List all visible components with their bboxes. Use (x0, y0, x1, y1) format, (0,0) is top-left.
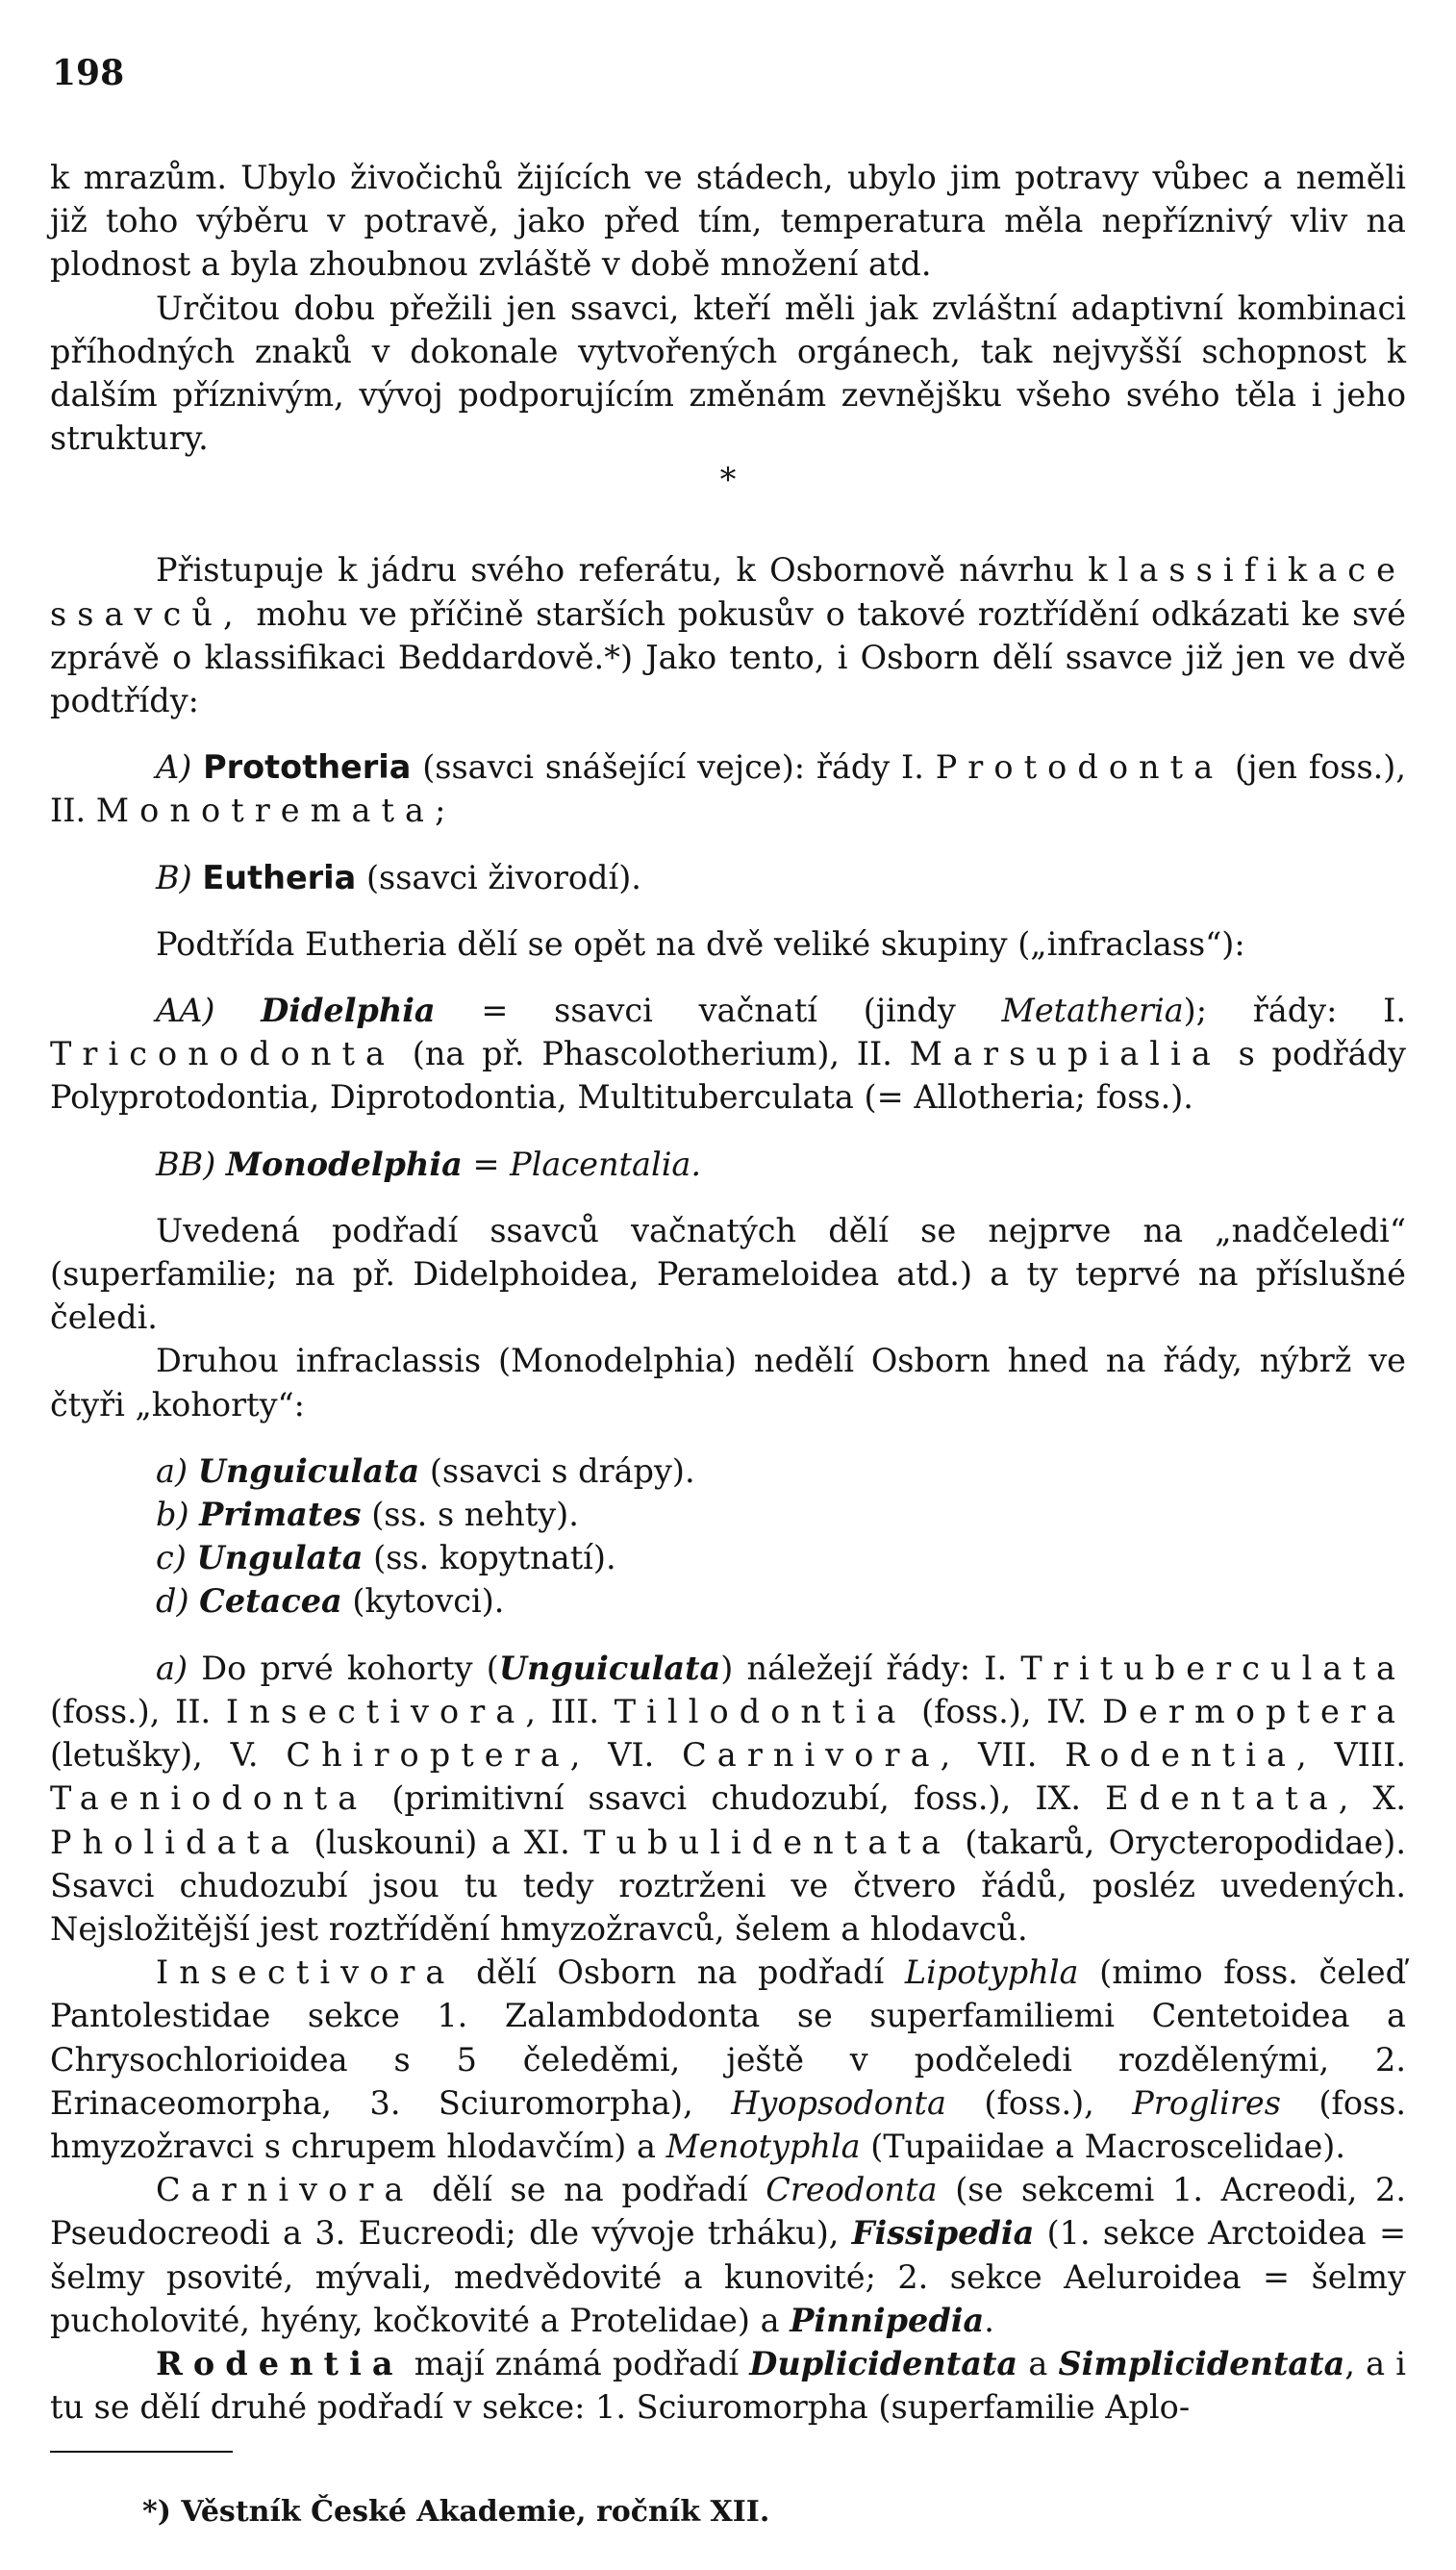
insectivora-heading: Insectivora (156, 1953, 456, 1992)
order-edentata: Edentata (1105, 1779, 1339, 1818)
text: (foss.), IV. (921, 1692, 1088, 1730)
order-tritubercul-ata: Trituberculata (1020, 1649, 1406, 1687)
cohort-letter: d) (156, 1582, 189, 1621)
unguiculata-letter: a) (156, 1649, 188, 1687)
subclass-b-letter: B) (156, 858, 192, 896)
paragraph-rodentia (50, 2342, 1406, 2429)
text: (foss.), (984, 2083, 1094, 2122)
order-pholidata: Pholidata (50, 1823, 301, 1861)
text: , X. (1338, 1779, 1407, 1818)
order-carnivora: Carnivora (682, 1736, 941, 1775)
text: , VI. (569, 1736, 655, 1775)
cohort-desc: (kytovci). (352, 1582, 505, 1621)
infraclass-aa-t1: (na př. Phascolotherium), II. (412, 1035, 892, 1073)
infraclass-bb-letter: BB) (156, 1145, 216, 1183)
cohort-name: Ungulata (196, 1539, 364, 1577)
infraclass-aa-eq: = ssavci vačnatí (jindy (481, 992, 956, 1030)
infraclass-bb-eq: = (472, 1145, 500, 1183)
order-protodonta: Protodonta (935, 748, 1224, 787)
paragraph-insectivora (50, 1951, 1406, 2168)
infraclass-aa-t2: s podřády Polyprotodontia, Diprotodontia, Multituberculata (= Allotheria; foss.). (50, 1035, 1406, 1117)
cohort-item (50, 1449, 1406, 1493)
suborder-menotyphla: Menotyphla (665, 2127, 861, 2165)
subclass-a-mid: (jen foss.), II. (50, 748, 1407, 830)
infraclass-aa-orders: ); řády: I. (1183, 992, 1406, 1030)
text: . (984, 2301, 994, 2339)
cohort-item (50, 1493, 1406, 1536)
suborder-simplicidentata: Simplicidentata (1058, 2344, 1345, 2382)
footnote: *) Věstník České Akademie, ročník XII. (142, 2495, 770, 2529)
cohort-item (50, 1579, 1406, 1623)
paragraph-eutheria: Podtřída Eutheria dělí se opět na dvě veliké skupiny („infraclass“): (156, 924, 1245, 963)
paragraph-cohorts: Druhou infraclassis (Monodelphia) nedělí Osborn hned na řády, nýbrž ve čtyři „kohorty“: (50, 1342, 1406, 1424)
order-tillodontia: Tillodontia (614, 1692, 907, 1730)
intro-spaced-term: klassifikace ssavců, (50, 551, 1406, 633)
paragraph-carnivora (50, 2168, 1406, 2342)
cohort-desc: (ssavci s drápy). (429, 1451, 695, 1490)
cohort-letter: b) (156, 1496, 189, 1534)
paragraph-continuation: k mrazům. Ubylo živočichů žijících ve stádech, ubylo jim potravy vůbec a neměli již toho výběru v potravě, jako před tím, temperatura měla nepříznivý vliv na plodnost a byla zhoubnou zvláště v době množení atd. (50, 159, 1406, 284)
suborder-fissipedia: Fissipedia (851, 2214, 1035, 2253)
subclass-a-letter: A) (156, 748, 192, 787)
text: (luskouni) a XI. (314, 1823, 570, 1861)
subclass-b-desc: (ssavci živorodí). (365, 858, 641, 896)
subclass-prototheria (50, 745, 1406, 832)
text: , VII. (940, 1736, 1038, 1775)
subclass-a-desc: (ssavci snášející vejce): řády I. (422, 748, 924, 787)
cohort-name: Cetacea (199, 1582, 342, 1621)
order-chiroptera: Chiroptera (286, 1736, 570, 1775)
infraclass-aa-alt: Metatheria (1001, 992, 1184, 1030)
text: ) náležejí řády: I. (720, 1649, 1008, 1687)
order-triconodonta: Triconodonta (50, 1035, 396, 1073)
footnote-rule (50, 2451, 233, 2453)
text: dělí Osborn na podřadí (476, 1953, 885, 1992)
paragraph-survival: Určitou dobu přežili jen ssavci, kteří měli jak zvláštní adaptivní kombinaci příhodných znaků v dokonale vytvořených orgánech, tak nejvyšší schopnost k dalším příznivým, vývoj podporujícím změnám zevnějšku všeho svého těla i jeho struktury. (50, 289, 1406, 458)
text: (mimo foss. čeleď Pantolestidae sekce 1. Zalambdodonta se superfamiliemi Centetoidea a Chrysochlorioidea s 5 čeleděmi, ještě v podčeledi rozdělenými, 2. Erinaceomorpha, 3. Sciuromorpha), (50, 1953, 1407, 2122)
order-dermoptera: Dermoptera (1102, 1692, 1406, 1730)
order-taeniodonta: Taeniodonta (50, 1779, 368, 1818)
carnivora-heading: Carnivora (156, 2171, 414, 2209)
section-separator: * (719, 461, 737, 499)
order-marsupialia: Marsupialia (909, 1035, 1221, 1073)
text: (takarů, Orycteropodidae). Ssavci chudozubí jsou tu tedy roztrženi ve čtvero řádů, posléz uvedených. Nejsložitější jest roztřídění hmyzožravců, šelem a hlodavců. (50, 1823, 1406, 1948)
text: (Tupaiidae a Macroscelidae). (870, 2127, 1345, 2165)
cohort-letter: a) (156, 1451, 188, 1490)
text: (1. sekce Arctoidea = šelmy psovité, mývali, medvědovité a kunovité; 2. sekce Aeluroidea = šelmy pucholovité, hyény, kočkovité a Protelidae) a (50, 2214, 1407, 2339)
cohort-name: Unguiculata (197, 1451, 420, 1490)
text: (letušky), V. (50, 1736, 259, 1775)
infraclass-monodelphia (50, 1143, 1406, 1186)
cohort-desc: (ss. s nehty). (371, 1496, 579, 1534)
cohort-letter: c) (156, 1539, 187, 1577)
paragraph-superfamilies: Uvedená podřadí ssavců vačnatých dělí se nejprve na „nadčeledi“ (superfamilie; na př. Didelphoidea, Perameloidea atd.) a ty teprvé na příslušné čeledi. (50, 1211, 1406, 1337)
suborder-hyopsodonta: Hyopsodonta (731, 2083, 946, 2122)
cohort-item (50, 1536, 1406, 1579)
infraclass-bb-name: Monodelphia (225, 1145, 463, 1183)
cohort-unguiculata: Unguiculata (498, 1649, 721, 1687)
infraclass-aa-name: Didelphia (261, 992, 436, 1030)
paragraph-intro (50, 548, 1406, 722)
text: (se sekcemi 1. Acreodi, 2. Pseudocreodi a 3. Eucreodi; dle vývoje trháku), (50, 2171, 1407, 2253)
suborder-duplicidentata: Duplicidentata (749, 2344, 1018, 2382)
suborder-creodonta: Creodonta (766, 2171, 938, 2209)
text: Do prvé kohorty ( (201, 1649, 499, 1687)
text: (foss.), II. (50, 1692, 212, 1730)
order-tubulidentata: Tubulidentata (584, 1823, 951, 1861)
text: (foss. hmyzožravci s chrupem hlodavčím) a (50, 2083, 1407, 2165)
order-monotremata: Monotremata (95, 792, 436, 830)
order-insectivora: Insectivora (225, 1692, 526, 1730)
text: , VIII. (1296, 1736, 1406, 1775)
text: a (1028, 2344, 1048, 2382)
subclass-eutheria (50, 856, 1406, 899)
suborder-proglires: Proglires (1132, 2083, 1281, 2122)
cohort-desc: (ss. kopytnatí). (373, 1539, 616, 1577)
text: , a i tu se dělí druhé podřadí v sekce: 1. Sciuromorpha (superfamilie Aplo- (50, 2344, 1406, 2427)
suborder-pinnipedia: Pinnipedia (790, 2301, 985, 2339)
intro-text-1: Přistupuje k jádru svého referátu, k Osbornově návrhu (156, 551, 1074, 590)
suborder-lipotyphla: Lipotyphla (904, 1953, 1079, 1992)
infraclass-bb-alt: Placentalia. (510, 1145, 702, 1183)
rodentia-heading: Rodentia (156, 2344, 404, 2382)
paragraph-unguiculata (50, 1647, 1406, 1951)
body-text (50, 156, 1406, 2429)
subclass-b-name: Eutheria (202, 858, 357, 896)
text: mají známá podřadí (414, 2344, 740, 2382)
cohort-name: Primates (199, 1496, 362, 1534)
text: dělí se na podřadí (432, 2171, 748, 2209)
subclass-a-name: Prototheria (203, 748, 412, 787)
text: , III. (525, 1692, 600, 1730)
infraclass-didelphia (50, 989, 1406, 1120)
order-rodentia: Rodentia (1065, 1736, 1296, 1775)
infraclass-aa-letter: AA) (156, 992, 215, 1030)
intro-text-2: mohu ve příčině starších pokusův o takové roztřídění odkázati ke své zprávě o klassifikaci Beddardově.*) Jako tento, i Osborn dělí ssavce již jen ve dvě podtřídy: (50, 594, 1407, 720)
page-number: 198 (52, 53, 125, 93)
subclass-a-end: ; (435, 792, 446, 830)
text: (primitivní ssavci chudozubí, foss.), IX. (391, 1779, 1082, 1818)
